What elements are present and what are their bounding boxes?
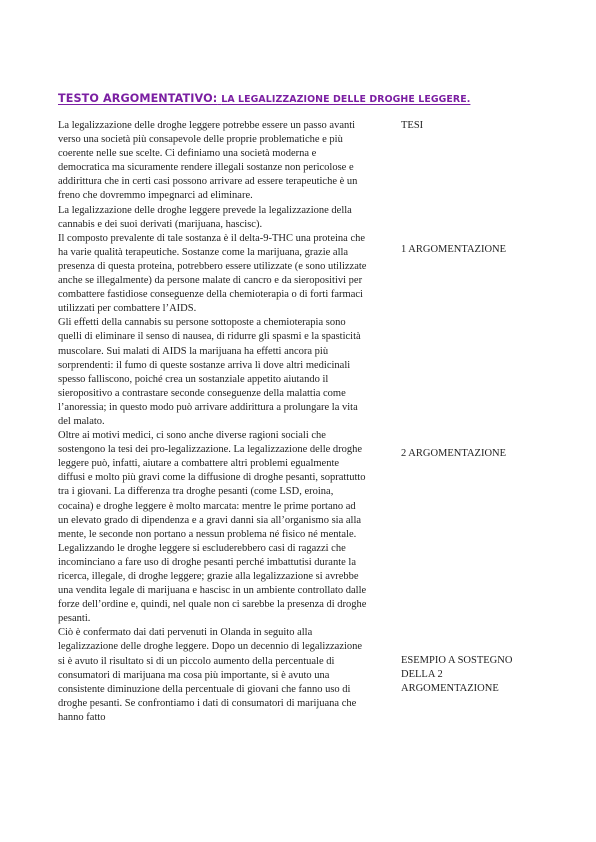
title-main: TESTO ARGOMENTATIVO: — [58, 92, 218, 105]
paragraph-social-reasons: Oltre ai motivi medici, ci sono anche diverse ragioni sociali che sostengono la tesi dei pro-legalizzazione. La legalizzazione delle droghe leggere può, infatti, aiutare a combattere altri problemi egualmente diffusi e molto più gravi come la diffusione di droghe pesanti, soprattutto tra i giovani. La differenza tra droghe pesanti (come LSD, eroina, cocaina) e droghe leggere è molto marcata: mentre le prime portano ad un elevato grado di dipendenza e a gravi danni sia all’organismo sia alla mente, le seconde non portano a nessun problema né fisico né mentale. — [58, 430, 366, 540]
side-note-tesi: TESI — [401, 120, 424, 131]
side-note-esempio: ESEMPIO A SOSTEGNO DELLA 2 ARGOMENTAZIONE — [401, 655, 513, 694]
side-note-argomentazione-2: 2 ARGOMENTAZIONE — [401, 448, 507, 459]
paragraph-legalizing: Legalizzando le droghe leggere si escluderebbero casi di ragazzi che incominciano a fare uso di droghe pesanti perché imbattutisi durante la ricerca, illegale, di droghe leggere; grazie alla legalizzazione si avrebbe una vendita legale di marijuana e hascisc in un ambiente controllato dalle forze dell’ordine e, quindi, nel quale non ci sarebbe la presenza di droghe pesanti. — [58, 542, 367, 625]
paragraph-intro: La legalizzazione delle droghe leggere potrebbe essere un passo avanti verso una società più consapevole delle proprie problematiche e più coerente nelle sue scelte. Ci definiamo una società moderna e democratica ma sicuramente rendere illegali sostanze non pericolose e addirittura che in certi casi possono arrivare ad essere terapeutiche è un freno che dovremmo impegnarci ad eliminare. — [58, 120, 358, 202]
title-subtitle: LA LEGALIZZAZIONE DELLE DROGHE LEGGERE. — [221, 94, 471, 105]
paragraph-thc: Il composto prevalente di tale sostanza è il delta-9-THC una proteina che ha varie qualità terapeutiche. Sostanze come la marijuana, grazie alla presenza di questa proteina, potrebbero essere utilizzate (e sono utilizzate anche se illegalmente) da persone malate di cancro e da sieropositivi per combattere fastidiose conseguenze della chemioterapia o di forti farmaci utilizzati per combattere l’AIDS. — [58, 232, 367, 315]
essay-body — [58, 119, 368, 725]
paragraph-netherlands: Ciò è confermato dai dati pervenuti in Olanda in seguito alla legalizzazione delle droghe leggere. Dopo un decennio di legalizzazione si è avuto il risultato si di un piccolo aumento della percentuale di consumatori di marijuana ma cosa più importante, si è avuto una consistente diminuzione della percentuale di giovani che fanno uso di droghe pesanti. Se confrontiamo i dati di consumatori di marijuana che hanno fatto — [58, 627, 363, 723]
document-title — [58, 92, 558, 105]
side-note-argomentazione-1: 1 ARGOMENTAZIONE — [401, 244, 507, 255]
paragraph-definition: La legalizzazione delle droghe leggere prevede la legalizzazione della cannabis e dei suoi derivati (marijuana, hascisc). — [58, 204, 352, 230]
paragraph-effects: Gli effetti della cannabis su persone sottoposte a chemioterapia sono quelli di eliminare il senso di nausea, di ridurre gli spasmi e la spasticità muscolare. Sui malati di AIDS la marijuana ha effetti ancora più sorprendenti: il fumo di queste sostanze arriva lì dove altri medicinali spesso falliscono, poiché crea un sostanziale appetito aiutando il sieropositivo a contrastare seconde conseguenze della malattia come l’anoressia; in questo modo può arrivare addirittura a prolungare la vita del malato. — [58, 317, 361, 427]
